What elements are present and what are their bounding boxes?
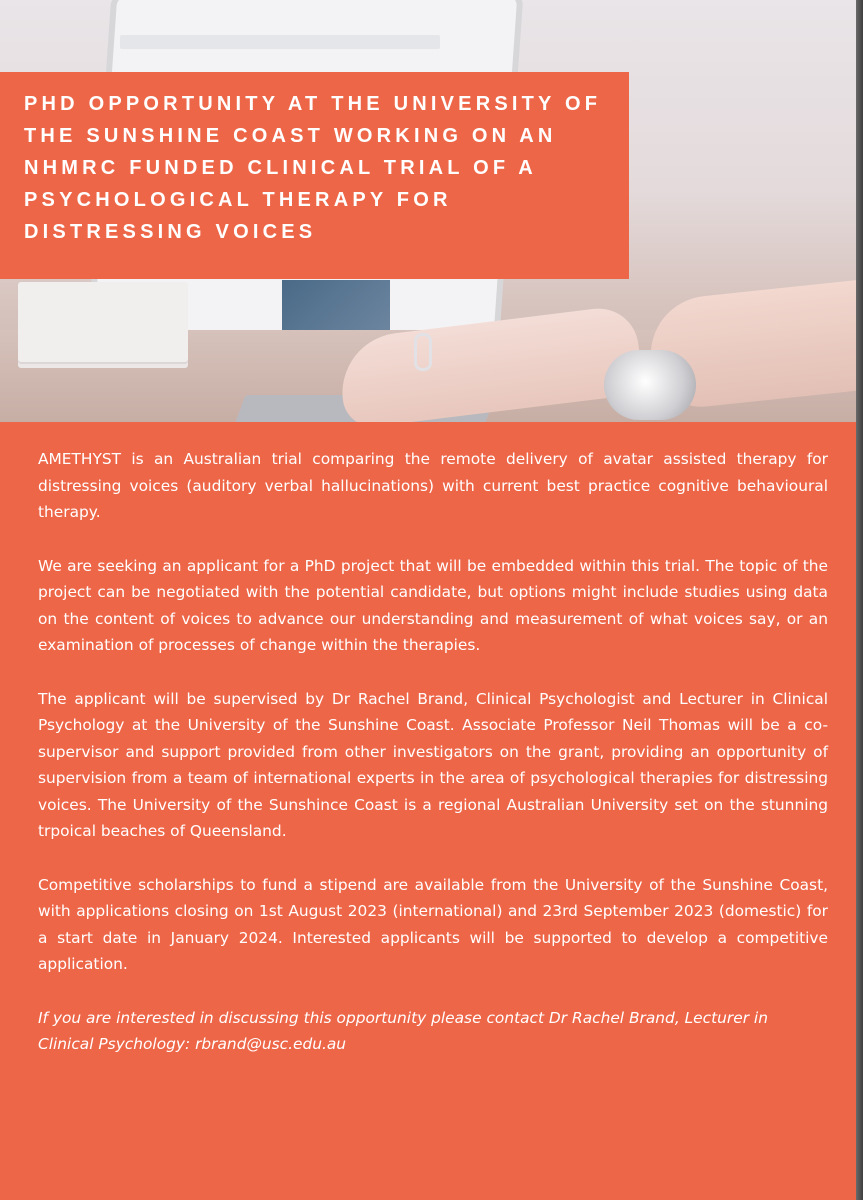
paragraph-scholarships: Competitive scholarships to fund a stipend are available from the University of the Sunshine Coast, with applications closing on 1st August 2023 (international) and 23rd September 2023 (domestic) for a start date in January 2024. Interested applicants will be supported to develop a competitive application. [38,875,828,973]
contact-paragraph: If you are interested in discussing this opportunity please contact Dr Rachel Brand, Lecturer in Clinical Psychology: rbrand@usc.edu.au [38,1008,768,1053]
page-edge-shadow [856,0,863,1200]
wristwatch-graphic [604,350,696,420]
page-title: PHD OPPORTUNITY AT THE UNIVERSITY OF THE SUNSHINE COAST WORKING ON AN NHMRC FUNDED CLINICAL TRIAL OF A PSYCHOLOGICAL THERAPY FOR DISTRESSING VOICES [24,93,602,243]
ring-graphic [414,333,432,371]
paragraph-supervision: The applicant will be supervised by Dr Rachel Brand, Clinical Psychologist and Lecturer in Clinical Psychology at the University of the Sunshine Coast. Associate Professor Neil Thomas will be a co-supervisor and support provided from other investigators on the grant, providing an opportunity of supervision from a team of international experts in the area of psychological therapies for distressing voices. The University of the Sunshince Coast is a regional Australian University set on the stunning trpoical beaches of Queensland. [38,689,828,840]
title-banner [0,72,629,279]
screen-toolbar-graphic [120,35,440,49]
paragraph-project: We are seeking an applicant for a PhD project that will be embedded within this trial. The topic of the project can be negotiated with the potential candidate, but options might include studies using data on the content of voices to advance our understanding and measurement of what voices say, or an examination of processes of change within the therapies. [38,556,828,654]
screen-chart-graphic [282,280,390,336]
paper-stack-graphic [18,282,188,362]
body-content [38,446,828,1085]
paragraph-intro: AMETHYST is an Australian trial comparing the remote delivery of avatar assisted therapy for distressing voices (auditory verbal hallucinations) with current best practice cognitive behavioural therapy. [38,450,828,521]
